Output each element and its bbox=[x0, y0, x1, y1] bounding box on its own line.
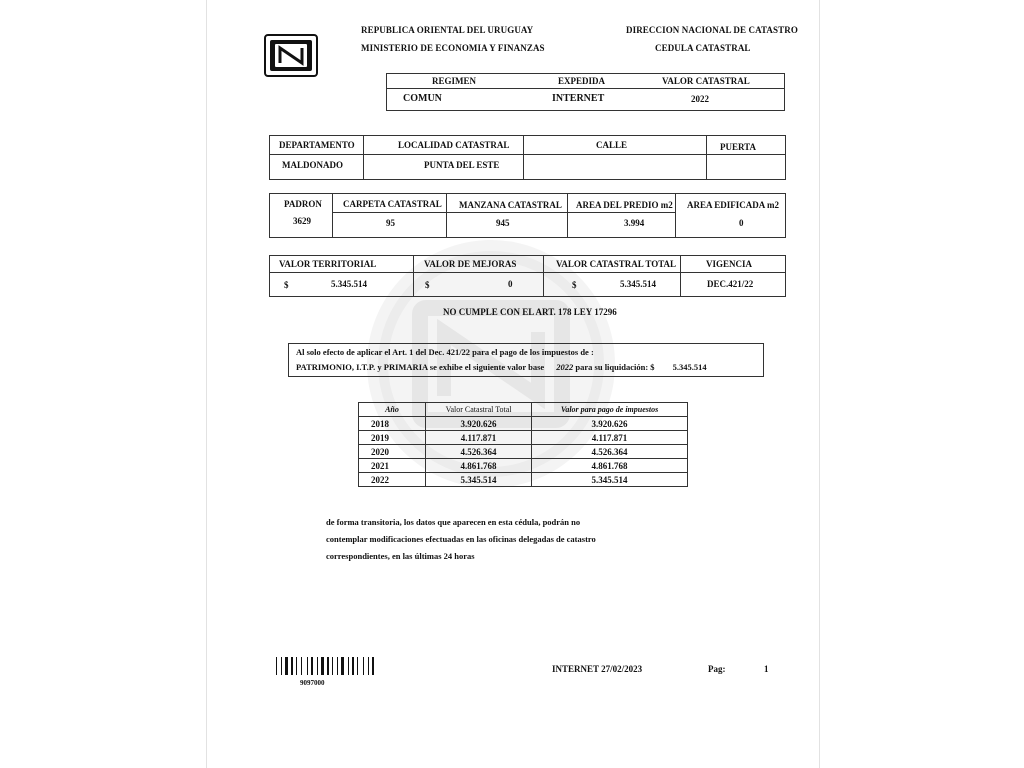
valor-total-value: 5.345.514 bbox=[620, 279, 656, 289]
valor-catastral-year: 2022 bbox=[691, 94, 709, 104]
tax-value-cell: 5.345.514 bbox=[532, 473, 688, 487]
table-row bbox=[359, 431, 688, 445]
total-value-cell: 4.861.768 bbox=[426, 459, 532, 473]
issue-date: INTERNET 27/02/2023 bbox=[552, 664, 643, 674]
page-label: Pag: bbox=[708, 664, 726, 674]
barcode-number: 9097000 bbox=[300, 679, 325, 687]
disclaimer-line-1: de forma transitoria, los datos que aparecen en esta cédula, podrán no bbox=[326, 517, 581, 527]
table-row bbox=[359, 445, 688, 459]
header-country: REPUBLICA ORIENTAL DEL URUGUAY bbox=[361, 25, 534, 35]
tax-value-cell: 4.526.364 bbox=[532, 445, 688, 459]
expedida-value: INTERNET bbox=[552, 93, 605, 104]
barcode bbox=[276, 657, 396, 675]
tax-basis-taxes: PATRIMONIO, I.T.P. y PRIMARIA se exhibe el siguiente valor base bbox=[296, 362, 545, 372]
localidad-value: PUNTA DEL ESTE bbox=[424, 160, 500, 170]
table-row bbox=[359, 473, 688, 487]
header-document-type: CEDULA CATASTRAL bbox=[655, 43, 751, 53]
vigencia-label: VIGENCIA bbox=[706, 259, 753, 269]
total-value-cell: 5.345.514 bbox=[426, 473, 532, 487]
tax-value-cell: 4.861.768 bbox=[532, 459, 688, 473]
puerta-label: PUERTA bbox=[720, 142, 757, 152]
departamento-value: MALDONADO bbox=[282, 160, 343, 170]
manzana-label: MANZANA CATASTRAL bbox=[459, 200, 562, 210]
valor-total-label: VALOR CATASTRAL TOTAL bbox=[556, 259, 677, 269]
year-cell: 2021 bbox=[359, 459, 426, 473]
year-cell: 2022 bbox=[359, 473, 426, 487]
valor-territorial-label: VALOR TERRITORIAL bbox=[279, 259, 377, 269]
year-cell: 2019 bbox=[359, 431, 426, 445]
disclaimer-line-2: contemplar modificaciones efectuadas en las oficinas delegadas de catastro bbox=[326, 534, 596, 544]
tax-basis-suffix: para su liquidación: $ bbox=[575, 362, 655, 372]
tax-value-header: Valor para pago de impuestos bbox=[532, 403, 688, 417]
calle-label: CALLE bbox=[596, 140, 628, 150]
localidad-label: LOCALIDAD CATASTRAL bbox=[398, 140, 510, 150]
page-number: 1 bbox=[764, 664, 769, 674]
area-edificada-value: 0 bbox=[739, 218, 744, 228]
tax-basis-line1: Al solo efecto de aplicar el Art. 1 del Dec. 421/22 para el pago de los impuestos de : bbox=[296, 347, 594, 357]
valor-territorial-value: 5.345.514 bbox=[331, 279, 367, 289]
tax-basis-amount: 5.345.514 bbox=[672, 362, 707, 372]
year-header: Año bbox=[359, 403, 426, 417]
departamento-label: DEPARTAMENTO bbox=[279, 140, 355, 150]
table-row bbox=[359, 459, 688, 473]
vigencia-value: DEC.421/22 bbox=[707, 279, 754, 289]
header-agency: DIRECCION NACIONAL DE CATASTRO bbox=[626, 25, 798, 35]
padron-value: 3629 bbox=[293, 216, 311, 226]
valor-mejoras-value: 0 bbox=[508, 279, 513, 289]
currency-symbol: $ bbox=[425, 280, 430, 290]
currency-symbol: $ bbox=[572, 280, 577, 290]
carpeta-value: 95 bbox=[386, 218, 395, 228]
tax-value-cell: 4.117.871 bbox=[532, 431, 688, 445]
valor-mejoras-label: VALOR DE MEJORAS bbox=[424, 259, 517, 269]
valor-catastral-label: VALOR CATASTRAL bbox=[662, 76, 750, 86]
tax-value-cell: 3.920.626 bbox=[532, 417, 688, 431]
currency-symbol: $ bbox=[284, 280, 289, 290]
regimen-value: COMUN bbox=[403, 93, 442, 104]
year-cell: 2018 bbox=[359, 417, 426, 431]
area-predio-label: AREA DEL PREDIO m2 bbox=[576, 200, 673, 210]
total-value-cell: 4.117.871 bbox=[426, 431, 532, 445]
year-cell: 2020 bbox=[359, 445, 426, 459]
total-value-cell: 3.920.626 bbox=[426, 417, 532, 431]
total-value-header: Valor Catastral Total bbox=[426, 403, 532, 417]
table-row bbox=[359, 417, 688, 431]
disclaimer-line-3: correspondientes, en las últimas 24 horas bbox=[326, 551, 475, 561]
area-edificada-label: AREA EDIFICADA m2 bbox=[687, 200, 780, 210]
compliance-notice: NO CUMPLE CON EL ART. 178 LEY 17296 bbox=[443, 307, 617, 317]
regimen-label: REGIMEN bbox=[432, 76, 477, 86]
tax-basis-year: 2022 bbox=[556, 362, 574, 372]
expedida-label: EXPEDIDA bbox=[558, 76, 606, 86]
tax-basis-line2 bbox=[296, 362, 707, 372]
manzana-value: 945 bbox=[496, 218, 510, 228]
catastro-logo bbox=[264, 34, 318, 77]
carpeta-label: CARPETA CATASTRAL bbox=[343, 199, 442, 209]
table-header-row bbox=[359, 403, 688, 417]
padron-label: PADRON bbox=[284, 199, 322, 209]
total-value-cell: 4.526.364 bbox=[426, 445, 532, 459]
header-ministry: MINISTERIO DE ECONOMIA Y FINANZAS bbox=[361, 43, 545, 53]
area-predio-value: 3.994 bbox=[624, 218, 645, 228]
valuation-history-table bbox=[358, 402, 688, 487]
